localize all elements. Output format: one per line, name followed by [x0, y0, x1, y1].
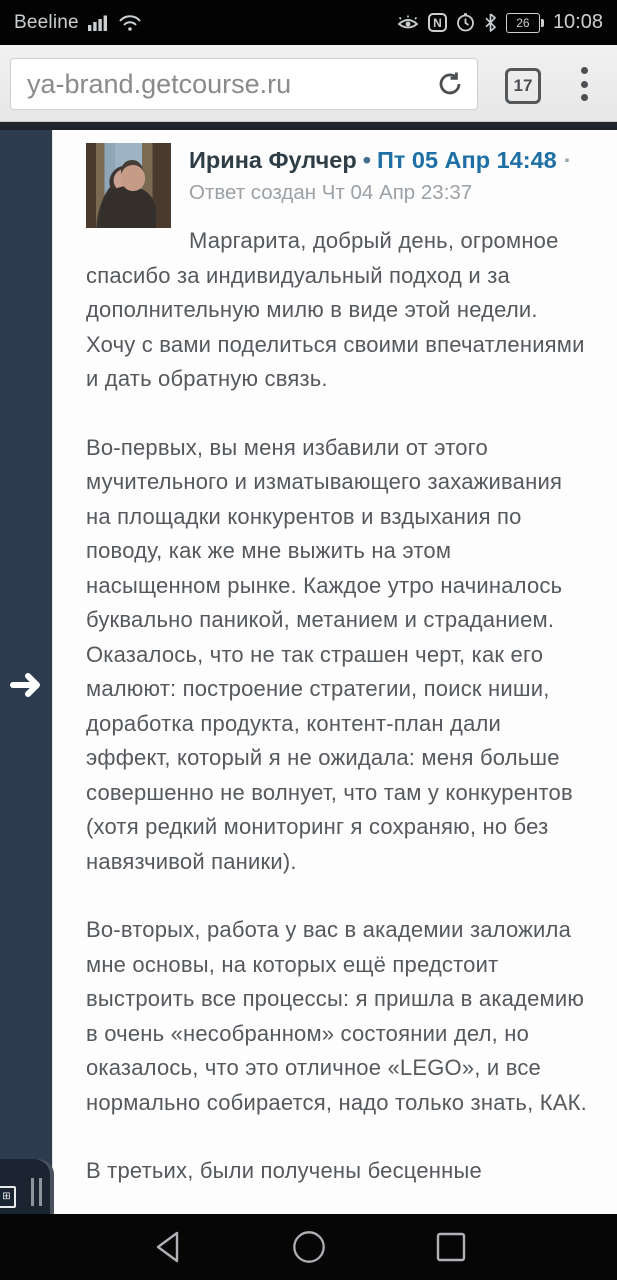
comment-paragraph: Во-вторых, работа у вас в академии заложила мне основы, на которых ещё предстоит выстроить все процессы: я пришла в академию в очень «несобранном» состоянии дел, но оказалось, что это отличное «LEGO», и все нормально собирается, надо только знать, КАК. [86, 917, 587, 1115]
refresh-icon[interactable] [433, 67, 467, 101]
alarm-clock-icon [456, 13, 475, 32]
clock-time: 10:08 [552, 11, 603, 33]
tab-switcher-button[interactable] [505, 68, 541, 104]
svg-text:N: N [433, 16, 442, 30]
bluetooth-icon [484, 13, 497, 32]
page-top-edge [0, 122, 617, 130]
back-button[interactable] [149, 1229, 185, 1265]
browser-toolbar [0, 45, 617, 122]
wifi-icon [118, 14, 142, 32]
android-nav-bar [0, 1214, 617, 1280]
author-name: Ирина Фулчер [189, 147, 357, 173]
status-bar [0, 0, 617, 45]
carrier-label: Beeline [14, 11, 79, 33]
separator-bullet: • [362, 147, 371, 173]
recents-button[interactable] [433, 1229, 469, 1265]
url-text[interactable]: ya-brand.getcourse.ru [27, 68, 292, 99]
nfc-icon [428, 13, 447, 32]
comment-paragraph: Во-первых, вы меня избавили от этого мучительного и изматывающего захаживания на площадки конкурентов и вздыхания по поводу, как же мне выжить на этом насыщенном рынке. Каждое утро начиналось буквально паникой, метанием и страданием. Оказалось, что не так страшен черт, как его малюют: построение стратегии, поиск ниши, доработка продукта, контент-план дали эффект, который я не ожидала: меня больше совершенно не волнует, что там у конкурентов (хотя редкий мониторинг я сохраняю, но без навязчивой паники). [86, 434, 573, 874]
comment-paragraph: Маргарита, добрый день, огромное спасибо за индивидуальный подход и за дополнительную милю в виде этой недели. Хочу с вами поделиться своими впечатлениями и дать обратную связь. [86, 228, 585, 391]
collapsed-sidebar[interactable] [0, 130, 53, 1214]
url-bar[interactable] [10, 58, 478, 110]
home-button[interactable] [291, 1229, 327, 1265]
battery-icon [506, 13, 544, 33]
eye-comfort-icon [397, 14, 419, 32]
comment-paragraph: В третьих, были получены бесценные [86, 1158, 482, 1183]
trailing-dot: · [563, 147, 572, 173]
reply-created-label: Ответ создан Чт 04 Апр 23:37 [189, 181, 473, 204]
webpage-viewport [0, 130, 617, 1214]
floating-widget[interactable] [0, 1159, 54, 1214]
widget-handle-bars-icon [31, 1178, 42, 1206]
tab-count: 17 [513, 76, 533, 95]
avatar[interactable] [86, 143, 171, 228]
expand-sidebar-arrow-icon[interactable] [9, 671, 43, 699]
comment-thread [53, 130, 617, 1214]
widget-glyph-icon: ⊞ [0, 1186, 16, 1208]
browser-menu-icon[interactable] [576, 67, 592, 101]
signal-strength-icon [88, 15, 109, 31]
comment-date-link[interactable]: Пт 05 Апр 14:48 [376, 147, 557, 173]
comment-body [86, 224, 590, 1189]
battery-percent: 26 [506, 13, 540, 33]
comment-header [189, 145, 590, 206]
